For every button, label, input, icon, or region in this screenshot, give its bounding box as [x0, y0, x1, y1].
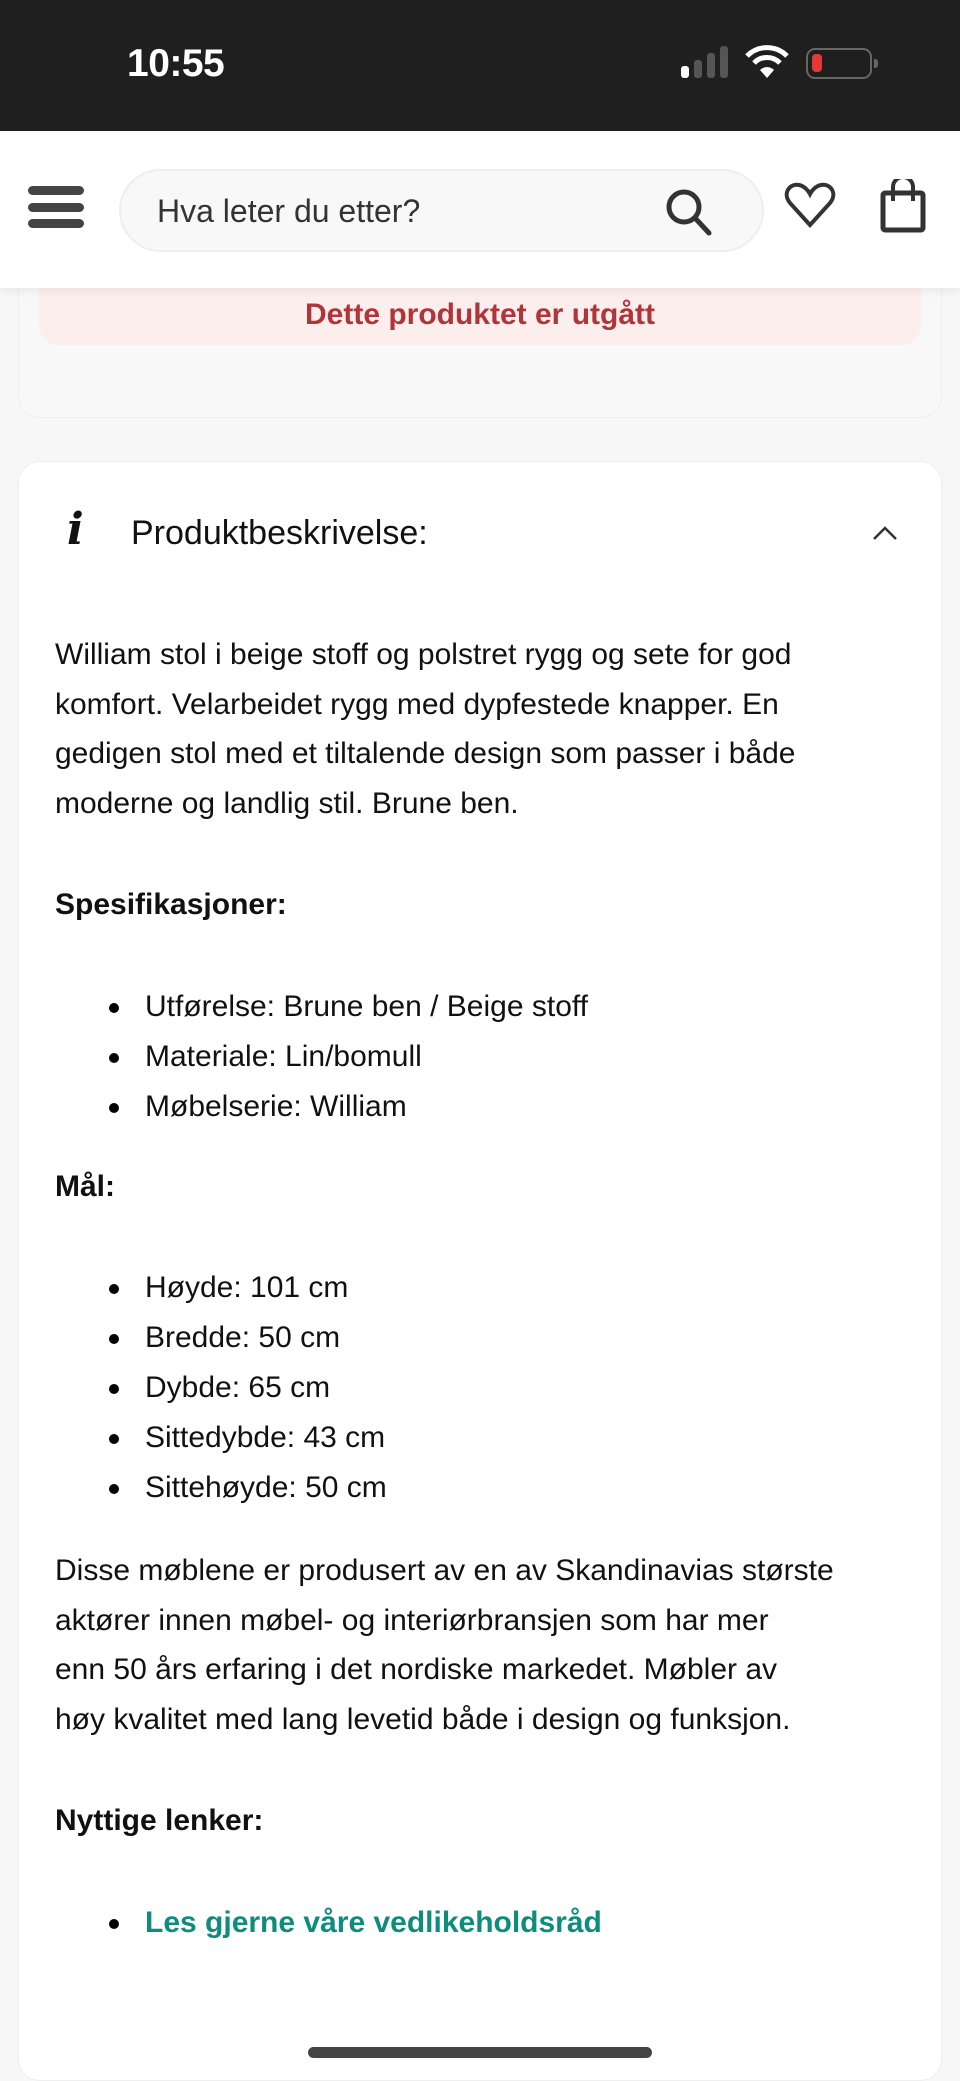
list-item: Møbelserie: William	[109, 1082, 925, 1132]
list-item: Høyde: 101 cm	[109, 1263, 925, 1313]
battery-icon	[806, 48, 872, 79]
specs-heading: Spesifikasjoner:	[55, 888, 287, 921]
status-bar	[0, 0, 960, 131]
list-item: Bredde: 50 cm	[109, 1313, 925, 1363]
chevron-up-icon[interactable]	[871, 524, 899, 542]
text-line: komfort. Velarbeidet rygg med dypfestede knapper. En	[55, 687, 779, 721]
clock: 10:55	[127, 42, 225, 85]
list-item: Utførelse: Brune ben / Beige stoff	[109, 982, 925, 1032]
text-line: enn 50 års erfaring i det nordiske markedet. Møbler av	[55, 1653, 778, 1686]
list-item	[109, 1898, 925, 1948]
specs-list	[109, 982, 925, 1132]
intro-paragraph	[55, 630, 925, 828]
product-description-card	[18, 461, 942, 2081]
description-body	[55, 630, 925, 1948]
dims-list	[109, 1263, 925, 1513]
text-line: Disse møblene er produsert av en av Skandinavias største	[55, 1554, 834, 1587]
shopping-bag-icon[interactable]	[880, 179, 926, 233]
list-item: Dybde: 65 cm	[109, 1363, 925, 1413]
links-heading: Nyttige lenker:	[55, 1804, 264, 1837]
text-line: moderne og landlig stil. Brune ben.	[55, 786, 519, 820]
list-item: Materiale: Lin/bomull	[109, 1032, 925, 1082]
alert-text: Dette produktet er utgått	[304, 298, 655, 331]
list-item: Sittehøyde: 50 cm	[109, 1463, 925, 1513]
links-list	[109, 1898, 925, 1948]
list-item: Sittedybde: 43 cm	[109, 1413, 925, 1463]
home-indicator	[308, 2047, 652, 2058]
wifi-icon	[744, 44, 790, 80]
text-line: aktører innen møbel- og interiørbransjen som har mer	[55, 1603, 769, 1637]
hamburger-menu-icon[interactable]	[28, 186, 84, 228]
heart-icon[interactable]	[784, 181, 836, 229]
section-title[interactable]: Produktbeskrivelse:	[131, 514, 428, 552]
maintenance-advice-link[interactable]: Les gjerne våre vedlikeholdsråd	[145, 1905, 602, 1939]
text-line: gedigen stol med et tiltalende design som passer i både	[55, 737, 796, 770]
search-icon[interactable]	[664, 187, 714, 237]
dims-heading: Mål:	[55, 1169, 115, 1203]
outro-paragraph	[55, 1546, 925, 1744]
search-input[interactable]	[119, 169, 764, 252]
text-line: høy kvalitet med lang levetid både i design og funksjon.	[55, 1702, 791, 1736]
signal-icon	[681, 46, 728, 78]
info-icon: i	[67, 504, 84, 555]
top-nav	[0, 131, 960, 288]
search-placeholder: Hva leter du etter?	[157, 193, 421, 229]
text-line: William stol i beige stoff og polstret rygg og sete for god	[55, 638, 792, 671]
